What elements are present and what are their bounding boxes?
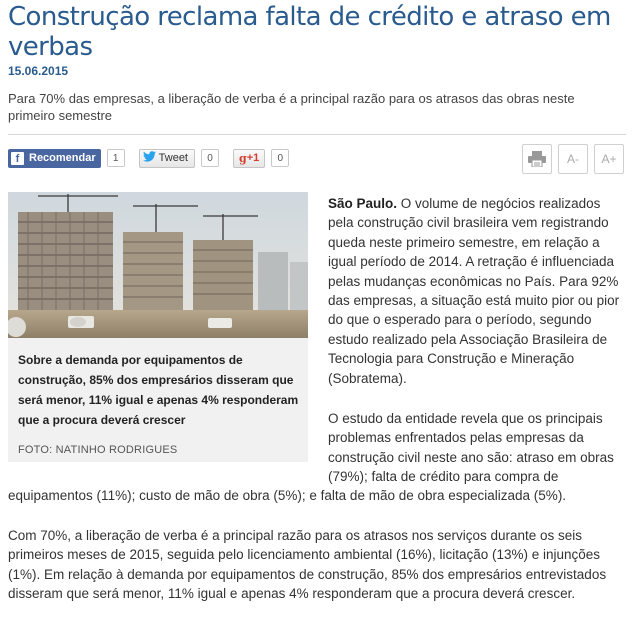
divider xyxy=(8,134,626,135)
facebook-icon: f xyxy=(11,152,24,165)
printer-icon xyxy=(528,151,546,167)
facebook-recommend-button[interactable] xyxy=(8,149,101,168)
article-lead: Para 70% das empresas, a liberação de verba é a principal razão para os atrasos das obras neste primeiro semestre xyxy=(8,91,575,123)
body-paragraph-3: Com 70%, a liberação de verba é a principal razão para os atrasos nos serviços durante os seis primeiros meses de 2015, seguida pelo licenciamento ambiental (16%), licitação (13%) e injunções (1%). Em relação à demanda por equipamentos de construção, 85% dos empresários entrevistados disseram que será menor, 11% igual e apenas 4% responderam que a procura deverá crescer. xyxy=(8,528,607,602)
facebook-count: 1 xyxy=(107,149,125,167)
increase-font-button[interactable]: A+ xyxy=(594,144,624,174)
body-paragraph-2-continued: equipamentos (11%); custo de mão de obra (5%); e falta de mão de obra especializada (5%). xyxy=(8,488,567,503)
construction-site-photo xyxy=(8,192,308,338)
photo-credit: FOTO: NATINHO RODRIGUES xyxy=(18,444,178,456)
photo-box xyxy=(8,192,308,462)
facebook-recommend-label: Recomendar xyxy=(29,152,96,164)
dateline-city: São Paulo. xyxy=(328,196,398,211)
article-date: 15.06.2015 xyxy=(8,64,69,78)
share-bar xyxy=(8,148,289,168)
body-paragraph-1-text: O volume de negócios realizados pela construção civil brasileira vem registrando queda neste primeiro semestre, em relação a igual período de 2014. A retração é influenciada pelas mudanças econômicas no País. Para 92% das empresas, a situação está muito pior ou pior do que o esperado para o período, segundo estudo realizado pela Associação Brasileira de Tecnologia para Construção e Mineração (Sobratema). xyxy=(328,196,620,386)
google-plus-button[interactable] xyxy=(233,149,265,168)
google-plus-count: 0 xyxy=(271,149,289,167)
print-button[interactable] xyxy=(522,144,552,174)
body-paragraph-1 xyxy=(328,194,628,388)
article-title: Construção reclama falta de crédito e atraso em verbas xyxy=(8,2,611,62)
twitter-bird-icon xyxy=(143,151,156,165)
google-plus-icon: g xyxy=(239,151,247,165)
photo-caption: Sobre a demanda por equipamentos de construção, 85% dos empresários disseram que será menor, 11% igual e apenas 4% responderam que a procura deverá crescer xyxy=(18,353,299,427)
tweet-count: 0 xyxy=(201,149,219,167)
tweet-label: Tweet xyxy=(158,152,188,164)
body-paragraph-2: O estudo da entidade revela que os principais problemas enfrentados pelas empresas da construção civil neste ano são: atraso em obras (79%); falta de crédito para compra de xyxy=(328,411,614,485)
tweet-button[interactable] xyxy=(139,149,195,168)
decrease-font-button[interactable]: A- xyxy=(558,144,588,174)
google-plus-label: +1 xyxy=(246,152,260,164)
